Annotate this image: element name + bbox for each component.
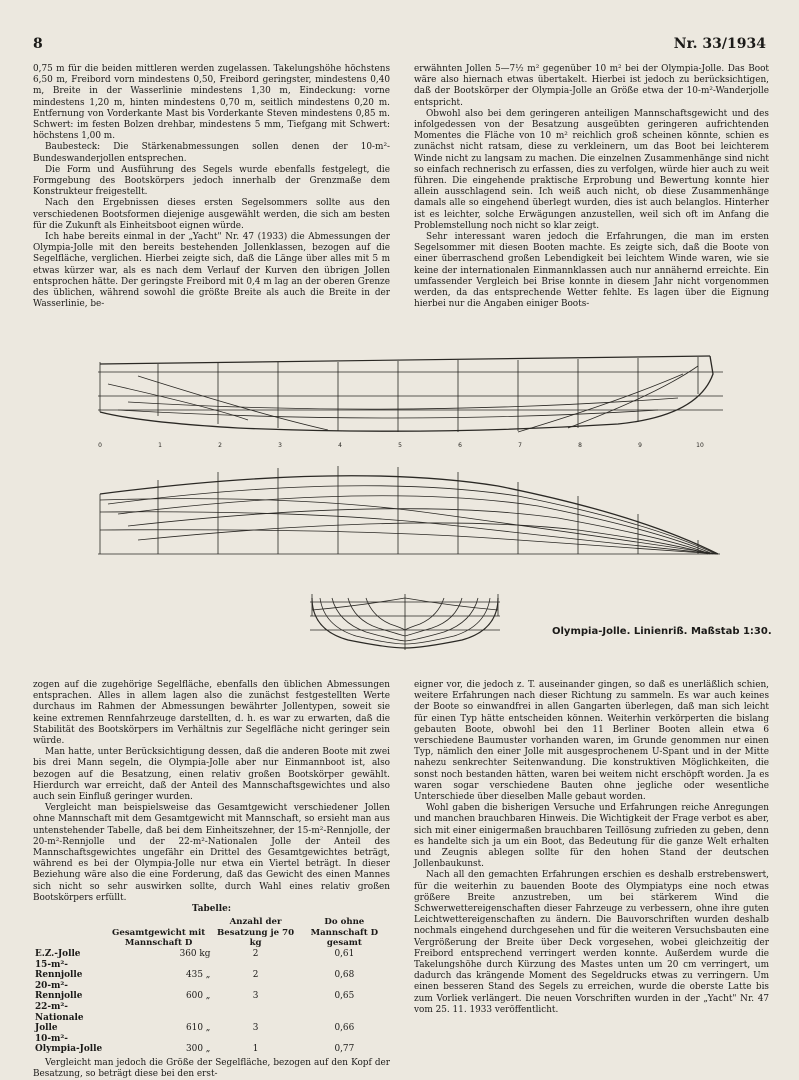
table-header: Gesamtgewicht mit Mannschaft D [112,927,206,949]
column-1-bottom [33,680,390,1080]
column-1-top [33,64,390,310]
paragraph: Nach den Ergebnissen dieses ersten Segelsommers sollte aus den verschiedenen Bootsformen diejenige ausgewählt werden, die sich am besten für die Zukunft als Einheitsboot eignen würde. [33,198,390,231]
paragraph: Wohl gaben die bisherigen Versuche und Erfahrungen reiche Anregungen und manchen brauchbaren Hinweis. Die Wichtigkeit der Frage verbot es aber, sich mit einer einigermaßen brauchbaren Teillösung zufrieden zu geben, denn es handelte sich ja um ein Boot, das Bedeutung für die ganze Welt erhalten und Zeugnis ablegen sollte für den hohen Stand der deutschen Jollenbaukunst. [414,803,769,870]
weight-table [33,917,390,1055]
paragraph: Die Form und Ausführung des Segels wurde ebenfalls festgelegt, die Formgebung des Bootskörpers jedoch innerhalb der Grenzmaße dem Konstrukteur freigestellt. [33,164,390,198]
station-label: 0 [98,442,102,449]
station-label: 9 [638,442,642,449]
table-caption: Tabelle: [191,904,232,915]
table-cell: 10-m²-Olympia-Jolle [35,1033,103,1055]
table-header: Anzahl der Besatzung je 70 kg [217,917,295,949]
station-label: 5 [398,442,402,449]
table-row [33,1034,390,1055]
paragraph: Obwohl also bei dem geringeren anteiligen Mannschaftsgewicht und des infolgedessen von der Besatzung ausgeübten geringeren aufrichtenden Momentes die Fläche von 10 m² reichlich groß scheinen könnte, schien es zunächst nicht ratsam, diese zu verkleinern, um das Boot bei leichterem Winde nicht zu langsam zu machen. Die einzelnen Zusammenhänge sind nicht so einfach rechnerisch zu erfassen, dies zu verfolgen, würde hier auch zu weit führen. Die eingehende praktische Erprobung und Bewertung konnte hier allein ausschlagend sein. Ich weiß auch nicht, ob diese Zusammenhänge damals alle so eingehend überlegt wurden, dies ist auch belanglos. Hinterher ist es leichter, solche Erwägungen anzustellen, weil sich oft im Anfang die Problemstellung noch nicht so klar zeigt. [414,108,769,231]
table-header: Do ohne Mannschaft D gesamt [310,917,379,949]
table-header-row [33,917,390,949]
paragraph: 0,75 m für die beiden mittleren werden zugelassen. Takelungshöhe höchstens 6,50 m, Freibord vorn mindestens 0,50, Freibord geringster, mindestens 0,40 m, Breite in der Wasserlinie mindestens 1,30 m, Eindeckung: vorne mindestens 1,20 m, hinten mindestens 0,70 m, seitlich mindestens 0,20 m. Entfernung von Vorderkante Mast bis Vorderkante Steven mindestens 0,85 m. Schwert: im festen Bolzen drehbar, mindestens 5 mm, Tiefgang mit Schwert: höchstens 1,00 m. [33,64,390,142]
station-label: 2 [218,442,222,449]
table-cell: 610 „ [186,1023,211,1034]
station-label: 8 [578,442,582,449]
paragraph: Ich habe bereits einmal in der „Yacht" Nr. 47 (1933) die Abmessungen der Olympia-Jolle mit den bereits bestehenden Jollenklassen, bezogen auf die Segelfläche, verglichen. Hierbei zeigte sich, daß die Länge über alles mit 5 m etwas kürzer war, als es nach dem Verlauf der Kurven den übrigen Jollen entsprochen hätte. Der geringste Freibord mit 0,4 m lag an der oberen Grenze des üblichen, während sowohl die größte Breite als auch die Breite in der Wasserlinie, be- [33,232,390,310]
station-label: 7 [518,442,522,449]
paragraph: zogen auf die zugehörige Segelfläche, ebenfalls den üblichen Abmessungen entsprachen. Alles in allem lagen also die zunächst festgestellten Werte durchaus im Rahmen der Abmessungen bewährter Jollentypen, soweit sie keine extremen Rennfahrzeuge darstellten, d. h. es war zu erwarten, daß die Stabilität des Bootskörpers im Verhältnis zur Segelfläche nicht geringer sein würde. [33,680,390,747]
issue-number: Nr. 33/1934 [673,36,766,52]
table-cell: 0,77 [334,1044,355,1055]
table-cell: 1 [252,1044,259,1055]
station-label: 4 [338,442,342,449]
column-2-top [414,64,769,310]
table-cell: 300 „ [186,1044,211,1055]
table-cell: 2 [252,970,259,981]
table-row [33,949,390,960]
table-cell: 22-m²-Nationale Jolle [35,1002,84,1034]
page-number: 8 [33,36,43,52]
table-cell: 20-m²-Rennjolle [35,980,83,1002]
paragraph: Vergleicht man beispielsweise das Gesamtgewicht verschiedener Jollen ohne Mannschaft mit dem Gesamtgewicht mit Mannschaft, so ersieht man aus untenstehender Tabelle, daß bei dem Einheitszehner, der 15-m²-Rennjolle, der 20-m²-Rennjolle und der 22-m²-Nationalen Jolle der Anteil des Mannschaftsgewichtes ungefähr ein Drittel des Gesamtgewichtes beträgt, während es bei der Olympia-Jolle nur etwa ein Viertel beträgt. In dieser Beziehung wäre also die eine Forderung, daß das Gewicht des einen Mannes sich nicht so sehr auswirken sollte, durch Wahl eines relativ großen Bootskörpers erfüllt. [33,803,390,903]
sheer-plan [98,356,723,432]
table-cell: 0,66 [334,1023,355,1034]
paragraph: Sehr interessant waren jedoch die Erfahrungen, die man im ersten Segelsommer mit diesen Booten machte. Es zeigte sich, daß die Boote von einer überraschend großen Lebendigkeit bei leichtem Winde waren, wie sie keine der internationalen Einmannklassen auch nur annähernd erreichte. Ein umfassender Vergleich bei Brise konnte in diesem Jahr nicht vorgenommen werden, da das entsprechende Wetter fehlte. Es lagen über die Eignung hierbei nur die Angaben einiger Boots- [414,232,769,310]
table-cell: 3 [252,1023,259,1034]
table-row [33,960,390,981]
table-row [33,1002,390,1034]
table-cell: 600 „ [186,991,211,1002]
table-cell: 360 kg [179,949,211,960]
half-breadth-plan [98,466,720,554]
lines-plan-drawing [98,354,738,654]
station-label: 1 [158,442,162,449]
paragraph: eigner vor, die jedoch z. T. auseinander gingen, so daß es unerläßlich schien, weitere Erfahrungen nach dieser Richtung zu sammeln. Es war auch keines der Boote so einwandfrei in allen Gangarten überlegen, daß man sich leicht für einen Typ hätte entscheiden können. Weiterhin verkörperten die bislang gebauten Boote, obwohl bei den 11 Berliner Booten allein etwa 6 verschiedene Baumuster vorhanden waren, im Grunde genommen nur einen Typ, nämlich den einer Jolle mit ausgesprochenem U-Spant und in der Mitte nahezu senkrechter Seitenwandung. Die konstruktiven Möglichkeiten, die sonst noch bestanden hätten, waren bei weitem nicht erschöpft worden. Ja es waren sogar verschiedene Bauten ohne jegliche oder wesentliche Unterschiede über dieselben Malle gebaut worden. [414,680,769,803]
paragraph: Vergleicht man jedoch die Größe der Segelfläche, bezogen auf den Kopf der Besatzung, so beträgt diese bei den erst- [33,1057,390,1080]
paragraph: erwähnten Jollen 5—7½ m² gegenüber 10 m² bei der Olympia-Jolle. Das Boot wäre also hiernach etwas übertakelt. Hierbei ist jedoch zu berücksichtigen, daß der Bootskörper der Olympia-Jolle an Größe etwa der 10-m²-Wanderjolle entspricht. [414,64,769,108]
table-cell: E.Z.-Jolle [35,949,81,960]
table-cell: 2 [252,949,259,960]
table-cell: 0,65 [334,991,355,1002]
table-cell: 0,68 [334,970,355,981]
paragraph: Baubesteck: Die Stärkenabmessungen sollen denen der 10-m²-Bundeswanderjollen entsprechen. [33,142,390,164]
table-header [33,917,105,949]
column-2-bottom [414,680,769,1016]
table-cell: 435 „ [186,970,211,981]
station-label: 10 [696,442,704,449]
figure-caption: Olympia-Jolle. Linienriß. Maßstab 1:30. [552,626,772,637]
table-cell: 15-m²-Rennjolle [35,959,83,981]
station-labels [98,442,704,449]
table-row [33,981,390,1002]
station-label: 6 [458,442,462,449]
paragraph: Man hatte, unter Berücksichtigung dessen, daß die anderen Boote mit zwei bis drei Mann segeln, die Olympia-Jolle aber nur Einmannboot ist, also bezogen auf die Besatzung, einen relativ großen Bootskörper gewählt. Hierdurch war erreicht, daß der Anteil des Mannschaftsgewichtes und also auch sein Einfluß geringer wurden. [33,747,390,803]
paragraph: Nach all den gemachten Erfahrungen erschien es deshalb erstrebenswert, für die weiterhin zu bauenden Boote des Olympiatyps eine noch etwas größere Breite anzustreben, um bei stärkerem Wind die Schwerwettereigenschaften dieser Fahrzeuge zu verbessern, ohne ihre guten Leichtwettereigenschaften zu ändern. Die Bauvorschriften wurden deshalb nochmals eingehend durchgesehen und für die weiteren Versuchsbauten eine Vergrößerung der Breite über Deck vorgesehen, wobei gleichzeitig der Freibord entsprechend verringert werden konnte. Außerdem wurde die Takelungshöhe durch Kürzung des Mastes unten um 20 cm verringert, um dadurch das krängende Moment des Segeldrucks etwas zu verringern. Um einen besseren Stand des Segels zu erreichen, wurde die oberste Latte bis zum Vorliek verlängert. Die neuen Vorschriften wurden in der „Yacht" Nr. 47 vom 25. 11. 1933 veröffentlicht. [414,870,769,1015]
body-plan [310,594,500,650]
table-cell: 3 [252,991,259,1002]
station-label: 3 [278,442,282,449]
table-cell: 0,61 [334,949,355,960]
